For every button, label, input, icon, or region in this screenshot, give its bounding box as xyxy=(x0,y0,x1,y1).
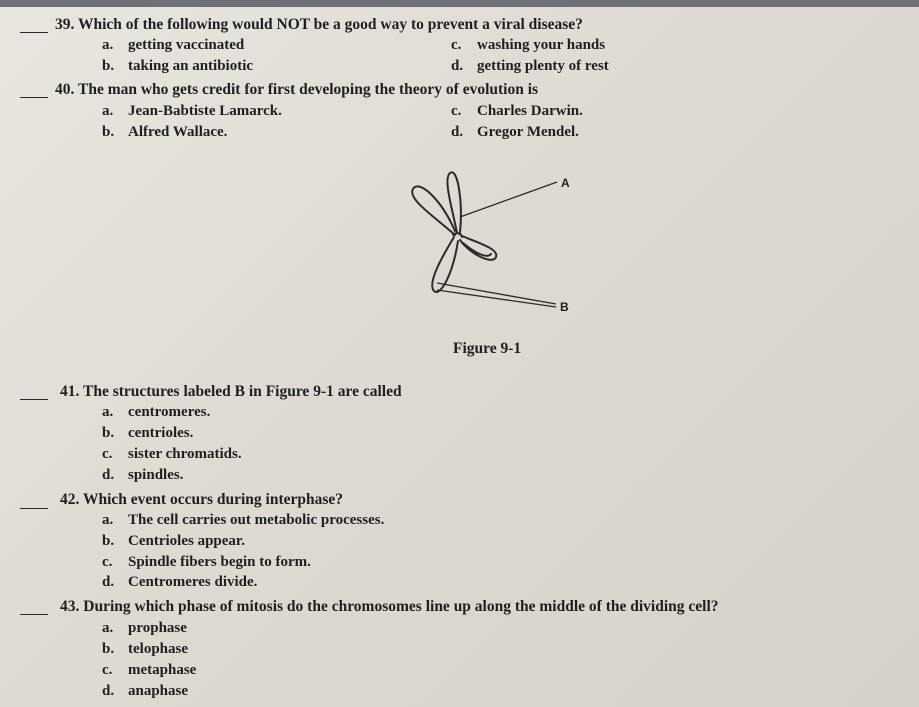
leader-line-a xyxy=(460,182,557,217)
question-text: Which of the following would NOT be a good way to prevent a viral disease? xyxy=(77,16,583,33)
option-43a: a. prophase xyxy=(102,620,187,636)
question-text: The structures labeled B in Figure 9-1 are called xyxy=(82,383,402,400)
chromosome-figure xyxy=(405,165,585,320)
answer-blank-39[interactable] xyxy=(20,32,48,33)
option-41a: a. centromeres. xyxy=(102,404,211,420)
question-43 xyxy=(60,598,719,616)
question-text: The man who gets credit for first developing the theory of evolution is xyxy=(77,81,539,98)
option-40c: c. Charles Darwin. xyxy=(451,103,583,119)
option-39c: c. washing your hands xyxy=(451,37,606,53)
question-39 xyxy=(55,16,583,34)
option-39b: b. taking an antibiotic xyxy=(102,58,254,74)
leader-line-b-upper xyxy=(437,283,556,304)
question-number: 40. xyxy=(55,81,75,98)
question-40 xyxy=(55,81,538,99)
option-41d: d. spindles. xyxy=(102,467,184,483)
option-40a: a. Jean-Babtiste Lamarck. xyxy=(102,103,282,119)
option-42d: d. Centromeres divide. xyxy=(102,574,258,590)
answer-blank-43[interactable] xyxy=(20,614,48,615)
question-number: 43. xyxy=(60,598,80,615)
page-top-edge xyxy=(0,0,919,7)
option-40d: d. Gregor Mendel. xyxy=(451,124,579,140)
answer-blank-41[interactable] xyxy=(20,399,48,400)
question-text: During which phase of mitosis do the chromosomes line up along the middle of the dividing cell? xyxy=(83,598,719,615)
option-41c: c. sister chromatids. xyxy=(102,446,242,462)
answer-blank-40[interactable] xyxy=(20,97,48,98)
question-number: 39. xyxy=(55,16,75,33)
option-42a: a. The cell carries out metabolic processes. xyxy=(102,512,385,528)
option-41b: b. centrioles. xyxy=(102,425,194,441)
option-43b: b. telophase xyxy=(102,641,188,657)
figure-label-b: B xyxy=(560,300,569,314)
chromatid-arm-lower-right xyxy=(460,236,496,260)
option-40b: b. Alfred Wallace. xyxy=(102,124,228,140)
chromatid-arm-lower-left xyxy=(432,237,458,292)
option-43d: d. anaphase xyxy=(102,683,189,699)
leader-line-b-lower xyxy=(437,290,556,307)
question-text: Which event occurs during interphase? xyxy=(82,491,344,508)
option-39a: a. getting vaccinated xyxy=(102,37,245,53)
figure-caption: Figure 9-1 xyxy=(453,340,522,357)
question-41 xyxy=(60,383,402,401)
answer-blank-42[interactable] xyxy=(20,508,48,509)
chromatid-arm-upper-right xyxy=(447,172,460,233)
figure-label-a: A xyxy=(561,176,570,190)
option-42b: b. Centrioles appear. xyxy=(102,533,245,549)
question-42 xyxy=(60,491,343,509)
question-number: 42. xyxy=(60,491,80,508)
option-39d: d. getting plenty of rest xyxy=(451,58,609,74)
option-42c: c. Spindle fibers begin to form. xyxy=(102,554,311,570)
option-43c: c. metaphase xyxy=(102,662,197,678)
question-number: 41. xyxy=(60,383,80,400)
